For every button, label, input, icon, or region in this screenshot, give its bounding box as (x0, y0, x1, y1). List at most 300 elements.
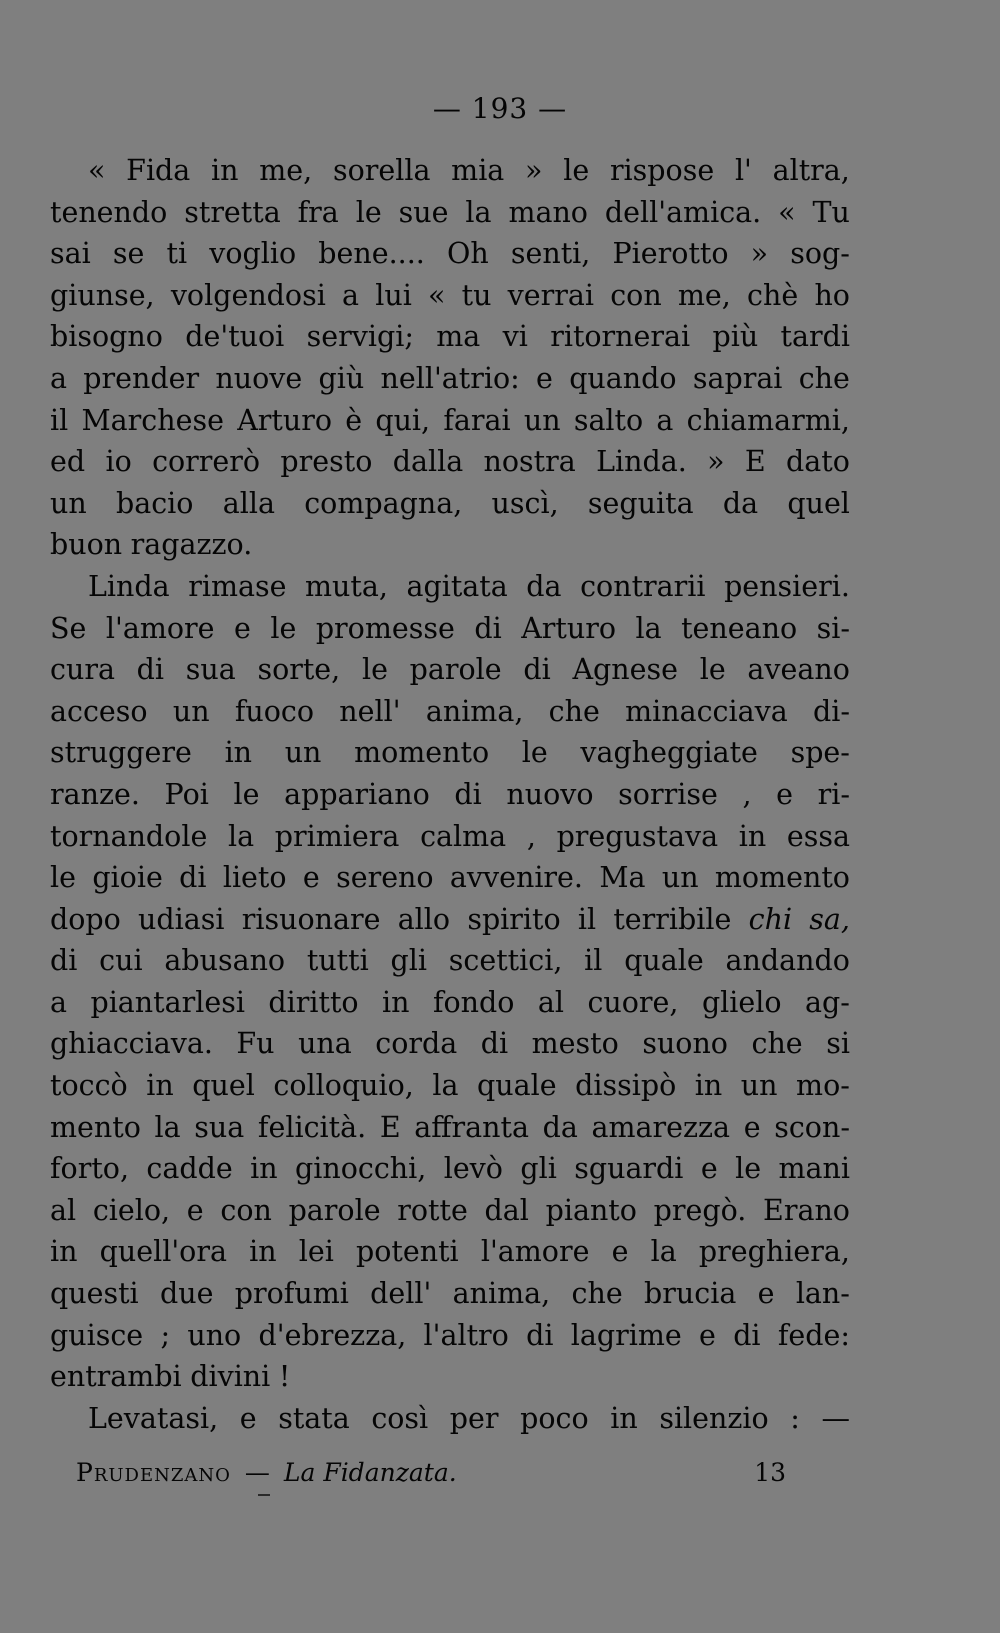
word: un (284, 736, 322, 770)
word: chiamarmi, (686, 403, 850, 437)
word: un (661, 861, 699, 895)
word: E (744, 445, 766, 479)
text-line (50, 358, 850, 400)
word: allo (397, 902, 451, 936)
text-line (50, 1065, 850, 1107)
word: e (536, 361, 553, 395)
word: « (428, 278, 446, 312)
word: sereno (336, 861, 434, 895)
word: con (610, 278, 662, 312)
word: in (211, 154, 239, 187)
text-line (50, 1273, 850, 1315)
word: e (186, 1193, 204, 1227)
word: mo- (796, 1069, 850, 1103)
word: fede: (777, 1318, 850, 1352)
word: rispose (609, 154, 715, 187)
text-line (50, 275, 850, 317)
word: e (239, 1401, 257, 1435)
word: e (302, 861, 320, 895)
word: suono (642, 1027, 728, 1061)
word: che (798, 361, 850, 395)
word: bisogno (50, 320, 163, 354)
word: l'amore (480, 1235, 590, 1269)
word: sorrise (618, 777, 718, 811)
word: avvenire. (449, 861, 583, 895)
word: vagheggiate (580, 736, 758, 770)
word: Pierotto (612, 237, 729, 271)
word: le (233, 777, 260, 811)
word: , (742, 777, 752, 811)
word: pensieri. (724, 569, 850, 603)
word: che (751, 1027, 803, 1061)
word: nuovo (506, 777, 594, 811)
word: me, (677, 278, 731, 312)
word: e (743, 1110, 761, 1144)
word: ragazzo. (130, 528, 253, 562)
word: giunse, (50, 278, 155, 312)
text-line (50, 566, 850, 608)
word: sorte, (257, 653, 341, 687)
word: gioie (92, 861, 163, 895)
word: Arturo (521, 611, 616, 645)
word: la (432, 1069, 459, 1103)
word: Linda (88, 569, 170, 603)
word: una (298, 1027, 352, 1061)
text-line (50, 1023, 850, 1065)
word: sa, (809, 902, 850, 936)
word: le (521, 736, 548, 770)
text-line (50, 1315, 850, 1357)
word: cuore, (587, 985, 679, 1019)
word: lagrime (570, 1318, 682, 1352)
word: scettici, (448, 944, 563, 978)
word: piantarlesi (90, 985, 245, 1019)
word: da (526, 569, 562, 603)
text-line (50, 608, 850, 650)
word: e (776, 777, 793, 811)
word: Poi (164, 777, 209, 811)
text-line (50, 899, 850, 941)
word: glielo (701, 985, 782, 1019)
word: di (480, 1027, 509, 1061)
word: in (738, 819, 767, 853)
word: tu (461, 278, 492, 312)
word: a (50, 361, 67, 395)
word: senti, (510, 237, 591, 271)
word: il (584, 944, 603, 978)
text-line (50, 1107, 850, 1149)
word: lan- (795, 1277, 850, 1311)
word: al (50, 1193, 77, 1227)
word: » (707, 445, 725, 479)
word: le (563, 154, 590, 187)
word: in (610, 1401, 638, 1435)
word: acceso (50, 694, 148, 728)
word: rotte (397, 1193, 468, 1227)
word: al (537, 985, 564, 1019)
word: le (361, 653, 388, 687)
word: dell'amica. (604, 195, 762, 229)
word: pregò. (653, 1193, 747, 1227)
word: che (571, 1277, 623, 1311)
word: pregustava (556, 819, 719, 853)
word: aveano (747, 653, 850, 687)
word: fuoco (234, 694, 315, 728)
word: nuove (215, 361, 303, 395)
word: minacciava (625, 694, 788, 728)
word: da (722, 486, 759, 520)
word: e (233, 611, 251, 645)
word: ranze. (50, 777, 140, 811)
text-line (50, 1356, 850, 1398)
word: cura (50, 653, 115, 687)
word: la (465, 195, 492, 229)
word: anima, (452, 1277, 551, 1311)
text-line (50, 940, 850, 982)
word: uscì, (491, 486, 559, 520)
word: fra (297, 195, 339, 229)
word: ! (278, 1360, 291, 1394)
word: ti (166, 237, 188, 271)
text-line (50, 982, 850, 1024)
word: Fu (236, 1027, 275, 1061)
word: diritto (268, 985, 359, 1019)
word: rimase (188, 569, 287, 603)
text-line (50, 774, 850, 816)
text-line (50, 483, 850, 525)
word: anima, (425, 694, 524, 728)
word: » (750, 237, 769, 271)
text-line (50, 691, 850, 733)
word: Marchese (81, 403, 224, 437)
word: si- (816, 611, 850, 645)
word: entrambi (50, 1360, 182, 1394)
word: se (112, 237, 145, 271)
word: guisce (50, 1318, 144, 1352)
word: scon- (774, 1110, 850, 1144)
word: il (577, 902, 597, 936)
word: e (700, 1152, 718, 1186)
word: sguardi (574, 1152, 684, 1186)
word: mano (508, 195, 588, 229)
text-line (50, 441, 850, 483)
word: Ma (599, 861, 646, 895)
word: che (548, 694, 600, 728)
word: Agnese (572, 653, 678, 687)
word: dopo (50, 902, 121, 936)
page-number: — 193 — (432, 92, 568, 125)
word: sog- (790, 237, 850, 271)
word: tutti (306, 944, 369, 978)
word: volgendosi (170, 278, 326, 312)
word: preghiera, (698, 1235, 850, 1269)
word: calma (420, 819, 507, 853)
word: parole (288, 1193, 381, 1227)
word: presto (280, 445, 373, 479)
word: l' (734, 154, 752, 187)
word: stretta (184, 195, 281, 229)
text-line (50, 857, 850, 899)
word: E (379, 1110, 401, 1144)
word: tardi (780, 320, 850, 354)
print-mark (258, 1494, 270, 1496)
word: dato (786, 445, 850, 479)
word: verrai (507, 278, 594, 312)
word: io (105, 445, 132, 479)
word: in (146, 1069, 174, 1103)
word: le (699, 653, 726, 687)
word: di (50, 944, 78, 978)
footer-signature-mark: 13 (754, 1458, 786, 1487)
word: terribile (613, 902, 732, 936)
text-line (50, 649, 850, 691)
word: contrarii (580, 569, 706, 603)
word: dal (484, 1193, 529, 1227)
word: le (270, 611, 297, 645)
word: gli (390, 944, 427, 978)
word: abusano (164, 944, 286, 978)
word: stata (278, 1401, 350, 1435)
word: Arturo (237, 403, 332, 437)
word: ; (160, 1318, 171, 1352)
word: bene.... (318, 237, 425, 271)
word: risuonare (241, 902, 381, 936)
word: un (172, 694, 210, 728)
text-line (50, 816, 850, 858)
word: primiera (274, 819, 400, 853)
word: mesto (531, 1027, 619, 1061)
word: profumi (234, 1277, 349, 1311)
word: promesse (315, 611, 455, 645)
word: ag- (805, 985, 850, 1019)
word: divini (190, 1360, 271, 1394)
word: da (542, 1110, 578, 1144)
word: vi (502, 320, 528, 354)
word: struggere (50, 736, 192, 770)
word: la (154, 1110, 181, 1144)
word: muta, (305, 569, 388, 603)
word: momento (354, 736, 490, 770)
word: servigi; (306, 320, 414, 354)
word: e (699, 1318, 716, 1352)
text-line (50, 316, 850, 358)
word: nell'atrio: (380, 361, 520, 395)
text-line (50, 400, 850, 442)
word: più (712, 320, 759, 354)
word: : (790, 1401, 800, 1435)
word: dalla (392, 445, 464, 479)
word: le (735, 1152, 762, 1186)
word: lui (375, 278, 412, 312)
word: mani (778, 1152, 850, 1186)
word: forto, (50, 1152, 130, 1186)
word: quel (787, 486, 850, 520)
word: la (650, 1235, 677, 1269)
word: la (635, 611, 662, 645)
word: Se (50, 611, 87, 645)
word: in (694, 1069, 723, 1103)
word: quel (192, 1069, 255, 1103)
word: mia (451, 154, 505, 187)
word: appariano (284, 777, 430, 811)
text-line (50, 1231, 850, 1273)
text-line (50, 150, 850, 192)
word: Oh (447, 237, 489, 271)
word: farai (443, 403, 511, 437)
word: quell'ora (99, 1235, 227, 1269)
word: per (449, 1401, 499, 1435)
word: giù (318, 361, 365, 395)
word: buon (50, 528, 123, 562)
word: gli (520, 1152, 557, 1186)
word: quale (477, 1069, 557, 1103)
word: si (826, 1027, 850, 1061)
word: lieto (222, 861, 287, 895)
word: — (821, 1401, 850, 1435)
word: cui (99, 944, 143, 978)
word: teneano (681, 611, 798, 645)
word: Levatasi, (88, 1401, 219, 1435)
word: un (50, 486, 87, 520)
word: qui, (375, 403, 431, 437)
word: alla (222, 486, 275, 520)
word: me, (259, 154, 313, 187)
text-line (50, 192, 850, 234)
word: poco (520, 1401, 589, 1435)
word: Linda. (596, 445, 687, 479)
word: di (733, 1318, 761, 1352)
word: e (611, 1235, 629, 1269)
word: sai (50, 237, 91, 271)
word: andando (725, 944, 850, 978)
word: in (249, 1235, 277, 1269)
word: ginocchi, (294, 1152, 427, 1186)
word: a (50, 985, 67, 1019)
text-line (50, 732, 850, 774)
word: di (136, 653, 165, 687)
word: « (88, 154, 106, 187)
word: potenti (356, 1235, 459, 1269)
word: tornandole (50, 819, 208, 853)
word: ho (814, 278, 850, 312)
word: levò (443, 1152, 503, 1186)
word: cadde (146, 1152, 233, 1186)
word: ri- (817, 777, 850, 811)
word: di (526, 1318, 554, 1352)
word: affranta (414, 1110, 529, 1144)
word: di (454, 777, 482, 811)
word: altra, (772, 154, 850, 187)
word: toccò (50, 1069, 128, 1103)
footer-author: Prudenzano (76, 1458, 231, 1487)
word: brucia (644, 1277, 737, 1311)
word: ghiacciava. (50, 1027, 213, 1061)
word: le (50, 861, 76, 895)
word: lei (298, 1235, 334, 1269)
word: di (474, 611, 502, 645)
word: agitata (406, 569, 508, 603)
word: spirito (467, 902, 561, 936)
word: chè (747, 278, 799, 312)
word: sua (194, 1110, 245, 1144)
word: tenendo (50, 195, 168, 229)
word: colloquio, (273, 1069, 414, 1103)
word: sue (398, 195, 449, 229)
word: salto (573, 403, 644, 437)
word: sorella (332, 154, 431, 187)
word: udiasi (138, 902, 225, 936)
word: di (179, 861, 207, 895)
word: Fida (126, 154, 191, 187)
footer-book-title: La Fidanzata. (283, 1458, 457, 1487)
word: de'tuoi (185, 320, 285, 354)
word: di- (812, 694, 850, 728)
word: di (523, 653, 551, 687)
word: silenzio (659, 1401, 769, 1435)
page-footer (76, 1458, 786, 1487)
word: uno (187, 1318, 242, 1352)
word: due (159, 1277, 214, 1311)
word: compagna, (304, 486, 463, 520)
word: fondo (432, 985, 515, 1019)
word: » (525, 154, 543, 187)
word: spe- (790, 736, 850, 770)
word: felicità. (257, 1110, 367, 1144)
word: pianto (545, 1193, 637, 1227)
word: chi (748, 902, 793, 936)
word: bacio (115, 486, 194, 520)
text-line (50, 1190, 850, 1232)
word: prender (83, 361, 200, 395)
word: parole (409, 653, 502, 687)
word: e (757, 1277, 775, 1311)
word: cielo, (92, 1193, 171, 1227)
word: in (224, 736, 253, 770)
word: quale (624, 944, 704, 978)
word: corda (375, 1027, 458, 1061)
word: a (342, 278, 360, 312)
text-line (50, 524, 850, 566)
word: nell' (339, 694, 401, 728)
word: momento (714, 861, 850, 895)
word: ma (436, 320, 481, 354)
word: « (778, 195, 796, 229)
word: l'amore (105, 611, 215, 645)
word: in (250, 1152, 278, 1186)
text-line (50, 1398, 850, 1440)
word: seguita (587, 486, 694, 520)
word: in (382, 985, 410, 1019)
word: il (50, 403, 69, 437)
word: così (371, 1401, 429, 1435)
word: l'altro (423, 1318, 509, 1352)
word: dell' (370, 1277, 432, 1311)
body-text (50, 150, 850, 1439)
word: saprai (692, 361, 783, 395)
word: la (228, 819, 255, 853)
word: a (656, 403, 674, 437)
word: Erano (763, 1193, 850, 1227)
word: ed (50, 445, 86, 479)
word: un (740, 1069, 778, 1103)
word: in (50, 1235, 78, 1269)
text-line (50, 233, 850, 275)
footer-dash: — (244, 1458, 270, 1487)
word: dissipò (575, 1069, 677, 1103)
word: voglio (209, 237, 297, 271)
word: con (220, 1193, 272, 1227)
text-line (50, 1148, 850, 1190)
